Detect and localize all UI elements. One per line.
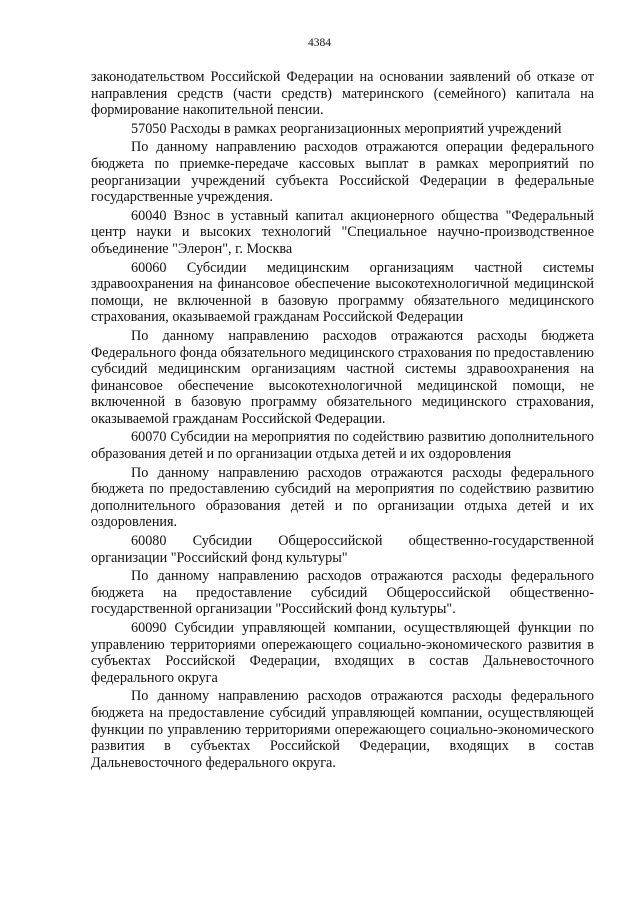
paragraph-60060-description: По данному направлению расходов отражаются расходы бюджета Федерального фонда обязательного медицинского страхования по предоставлению субсидий медицинским организациям частной системы здравоохранения на финансовое обеспечение высокотехнологичной медицинской помощи, не включенной в базовую программу обязательного медицинского страхования, оказываемой гражданам Российской Федерации. bbox=[91, 327, 594, 427]
section-heading-60070: 60070 Субсидии на мероприятия по содействию развитию дополнительного образования детей и по организации отдыха детей и их оздоровления bbox=[91, 429, 594, 463]
section-heading-60040: 60040 Взнос в уставный капитал акционерного общества "Федеральный центр науки и высоких технологий "Специальное научно-производственное объединение "Элерон", г. Москва bbox=[91, 207, 594, 257]
paragraph-60090-description: По данному направлению расходов отражаются расходы федерального бюджета на предоставление субсидий управляющей компании, осуществляющей функции по управлению территориями опережающего социально-экономического развития в субъектах Российской Федерации, входящих в состав Дальневосточного федерального округа. bbox=[91, 688, 594, 771]
paragraph-60070-description: По данному направлению расходов отражаются расходы федерального бюджета по предоставлению субсидий на мероприятия по содействию развитию дополнительного образования детей и по организации отдыха детей и их оздоровления. bbox=[91, 464, 594, 531]
paragraph-continuation: законодательством Российской Федерации на основании заявлений об отказе от направления средств (части средств) материнского (семейного) капитала на формирование накопительной пенсии. bbox=[91, 69, 594, 119]
document-body bbox=[91, 69, 594, 771]
section-heading-60080: 60080 Субсидии Общероссийской общественно-государственной организации "Российский фонд культуры" bbox=[91, 533, 594, 566]
section-heading-60090: 60090 Субсидии управляющей компании, осуществляющей функции по управлению территориями опережающего социально-экономического развития в субъектах Российской Федерации, входящих в состав Дальневосточного федерального округа bbox=[91, 620, 594, 686]
paragraph-57050-description: По данному направлению расходов отражаются операции федерального бюджета по приемке-передаче кассовых выплат в рамках мероприятий по реорганизации учреждений субъекта Российской Федерации в федеральные государственные учреждения. bbox=[91, 139, 594, 206]
section-heading-60060: 60060 Субсидии медицинским организациям частной системы здравоохранения на финансовое обеспечение высокотехнологичной медицинской помощи, не включенной в базовую программу обязательного медицинского страхования, оказываемой гражданам Российской Федерации bbox=[91, 259, 594, 326]
section-heading-57050: 57050 Расходы в рамках реорганизационных мероприятий учреждений bbox=[131, 120, 562, 137]
page-number: 4384 bbox=[308, 37, 331, 49]
paragraph-60080-description: По данному направлению расходов отражаются расходы федерального бюджета на предоставление субсидий Общероссийской общественно-государственной организации "Российский фонд культуры". bbox=[91, 568, 594, 618]
